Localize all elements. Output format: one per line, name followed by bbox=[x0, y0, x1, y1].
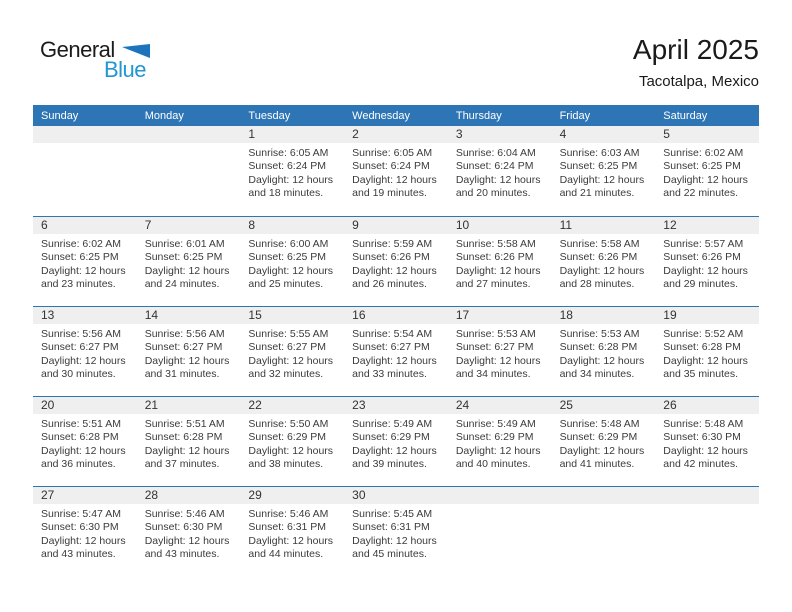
day-number: 7 bbox=[137, 217, 241, 234]
day-number bbox=[448, 487, 552, 504]
day-number bbox=[33, 126, 137, 143]
daylight-text-line2: and 30 minutes. bbox=[41, 368, 116, 381]
day-number: 4 bbox=[552, 126, 656, 143]
daylight-text-line1: Daylight: 12 hours bbox=[455, 173, 541, 186]
day-number: 3 bbox=[448, 126, 552, 143]
day-number: 26 bbox=[655, 397, 759, 414]
daylight-text-line2: and 27 minutes. bbox=[455, 278, 531, 291]
calendar-day-cell bbox=[33, 397, 137, 486]
sunrise-text: Sunrise: 5:57 AM bbox=[663, 238, 744, 250]
day-details bbox=[448, 143, 552, 201]
calendar-day-cell bbox=[552, 217, 656, 306]
daylight-text-line1: Daylight: 12 hours bbox=[248, 173, 334, 186]
daylight-text-line1: Daylight: 12 hours bbox=[248, 444, 334, 457]
day-details bbox=[33, 234, 137, 292]
sunset-text: Sunset: 6:28 PM bbox=[663, 341, 741, 354]
weekday-header-tuesday: Tuesday bbox=[248, 109, 291, 122]
sunrise-text: Sunrise: 5:50 AM bbox=[248, 418, 329, 430]
day-number: 12 bbox=[655, 217, 759, 234]
day-details bbox=[448, 414, 552, 472]
daylight-text-line2: and 29 minutes. bbox=[663, 278, 738, 291]
calendar-day-cell bbox=[344, 307, 448, 396]
day-number: 17 bbox=[448, 307, 552, 324]
day-details bbox=[344, 324, 448, 382]
sunset-text: Sunset: 6:31 PM bbox=[248, 521, 327, 534]
sunset-text: Sunset: 6:25 PM bbox=[248, 251, 327, 264]
sunset-text: Sunset: 6:26 PM bbox=[455, 251, 534, 264]
calendar-day-cell bbox=[655, 217, 759, 306]
calendar-day-cell bbox=[137, 307, 241, 396]
day-details bbox=[344, 414, 448, 472]
sunset-text: Sunset: 6:25 PM bbox=[559, 160, 638, 173]
sunset-text: Sunset: 6:30 PM bbox=[144, 521, 223, 534]
day-number: 9 bbox=[344, 217, 448, 234]
daylight-text-line2: and 43 minutes. bbox=[144, 548, 220, 561]
calendar-day-cell bbox=[344, 487, 448, 576]
daylight-text-line2: and 25 minutes. bbox=[248, 278, 324, 291]
calendar-weeks bbox=[33, 126, 759, 576]
calendar-day-cell bbox=[344, 126, 448, 216]
sunrise-text: Sunrise: 5:45 AM bbox=[352, 508, 433, 520]
calendar-day-cell bbox=[240, 217, 344, 306]
daylight-text-line2: and 20 minutes. bbox=[455, 187, 531, 200]
logo-text-general: General bbox=[40, 37, 115, 62]
location-subtitle: Tacotalpa, Mexico bbox=[638, 73, 759, 91]
day-details bbox=[240, 143, 344, 201]
day-details bbox=[655, 414, 759, 472]
day-number: 27 bbox=[33, 487, 137, 504]
calendar-day-cell bbox=[344, 217, 448, 306]
day-details bbox=[137, 234, 241, 292]
calendar-day-empty bbox=[33, 126, 137, 216]
sunset-text: Sunset: 6:29 PM bbox=[559, 431, 638, 444]
daylight-text-line2: and 31 minutes. bbox=[144, 368, 220, 381]
calendar-day-cell bbox=[33, 487, 137, 576]
day-details bbox=[448, 324, 552, 382]
calendar-day-cell bbox=[240, 307, 344, 396]
title-block bbox=[633, 34, 759, 90]
day-details bbox=[655, 143, 759, 201]
weekday-header-wednesday: Wednesday bbox=[352, 109, 411, 122]
sunset-text: Sunset: 6:29 PM bbox=[352, 431, 430, 444]
sunset-text: Sunset: 6:27 PM bbox=[455, 341, 534, 354]
month-title: April 2025 bbox=[632, 34, 759, 65]
sunrise-text: Sunrise: 5:55 AM bbox=[248, 328, 329, 340]
sunset-text: Sunset: 6:26 PM bbox=[663, 251, 741, 264]
sunrise-text: Sunrise: 5:49 AM bbox=[455, 418, 536, 430]
daylight-text-line1: Daylight: 12 hours bbox=[663, 264, 748, 277]
day-number: 2 bbox=[344, 126, 448, 143]
sunset-text: Sunset: 6:29 PM bbox=[455, 431, 534, 444]
day-number: 6 bbox=[33, 217, 137, 234]
daylight-text-line2: and 26 minutes. bbox=[352, 278, 427, 291]
day-details bbox=[655, 324, 759, 382]
weekday-header-friday: Friday bbox=[559, 109, 591, 122]
sunrise-text: Sunrise: 5:48 AM bbox=[559, 418, 640, 430]
sunset-text: Sunset: 6:27 PM bbox=[352, 341, 430, 354]
sunset-text: Sunset: 6:30 PM bbox=[663, 431, 741, 444]
sunset-text: Sunset: 6:27 PM bbox=[144, 341, 223, 354]
day-number bbox=[137, 126, 241, 143]
sunrise-text: Sunrise: 5:54 AM bbox=[352, 328, 433, 340]
sunrise-text: Sunrise: 5:58 AM bbox=[455, 238, 536, 250]
daylight-text-line1: Daylight: 12 hours bbox=[455, 264, 541, 277]
day-number: 29 bbox=[240, 487, 344, 504]
day-number: 22 bbox=[240, 397, 344, 414]
daylight-text-line2: and 39 minutes. bbox=[352, 458, 427, 471]
daylight-text-line1: Daylight: 12 hours bbox=[41, 444, 126, 457]
daylight-text-line1: Daylight: 12 hours bbox=[41, 264, 126, 277]
day-number: 21 bbox=[137, 397, 241, 414]
sunset-text: Sunset: 6:24 PM bbox=[248, 160, 327, 173]
day-number: 10 bbox=[448, 217, 552, 234]
daylight-text-line1: Daylight: 12 hours bbox=[248, 534, 334, 547]
sunset-text: Sunset: 6:26 PM bbox=[352, 251, 430, 264]
logo-triangle-icon bbox=[122, 44, 150, 58]
day-number: 14 bbox=[137, 307, 241, 324]
day-number: 25 bbox=[552, 397, 656, 414]
sunset-text: Sunset: 6:28 PM bbox=[144, 431, 223, 444]
sunrise-text: Sunrise: 5:52 AM bbox=[663, 328, 744, 340]
sunset-text: Sunset: 6:25 PM bbox=[41, 251, 119, 264]
daylight-text-line2: and 22 minutes. bbox=[663, 187, 738, 200]
sunset-text: Sunset: 6:28 PM bbox=[559, 341, 638, 354]
day-details bbox=[552, 324, 656, 382]
general-blue-logo bbox=[40, 37, 170, 82]
weekday-header-monday: Monday bbox=[144, 109, 184, 122]
week-row bbox=[33, 486, 759, 576]
calendar-day-cell bbox=[240, 126, 344, 216]
calendar-day-empty bbox=[552, 487, 656, 576]
sunrise-text: Sunrise: 5:58 AM bbox=[559, 238, 640, 250]
calendar-day-cell bbox=[137, 487, 241, 576]
daylight-text-line1: Daylight: 12 hours bbox=[144, 444, 230, 457]
day-details bbox=[33, 324, 137, 382]
sunrise-text: Sunrise: 5:51 AM bbox=[41, 418, 121, 430]
day-number: 8 bbox=[240, 217, 344, 234]
sunrise-text: Sunrise: 5:56 AM bbox=[144, 328, 225, 340]
sunset-text: Sunset: 6:29 PM bbox=[248, 431, 327, 444]
daylight-text-line1: Daylight: 12 hours bbox=[352, 534, 437, 547]
daylight-text-line2: and 38 minutes. bbox=[248, 458, 324, 471]
sunrise-text: Sunrise: 5:51 AM bbox=[144, 418, 225, 430]
day-number: 16 bbox=[344, 307, 448, 324]
calendar-day-cell bbox=[448, 397, 552, 486]
calendar-day-cell bbox=[655, 307, 759, 396]
day-number: 24 bbox=[448, 397, 552, 414]
day-number: 15 bbox=[240, 307, 344, 324]
sunrise-text: Sunrise: 6:05 AM bbox=[248, 147, 329, 159]
day-details bbox=[240, 414, 344, 472]
week-row bbox=[33, 396, 759, 486]
daylight-text-line2: and 33 minutes. bbox=[352, 368, 427, 381]
calendar-day-cell bbox=[137, 217, 241, 306]
daylight-text-line1: Daylight: 12 hours bbox=[559, 264, 645, 277]
calendar-day-cell bbox=[552, 307, 656, 396]
sunset-text: Sunset: 6:27 PM bbox=[41, 341, 119, 354]
sunrise-text: Sunrise: 5:53 AM bbox=[559, 328, 640, 340]
calendar-day-cell bbox=[344, 397, 448, 486]
sunrise-text: Sunrise: 5:46 AM bbox=[248, 508, 329, 520]
sunset-text: Sunset: 6:24 PM bbox=[455, 160, 534, 173]
sunset-text: Sunset: 6:27 PM bbox=[248, 341, 327, 354]
day-number: 1 bbox=[240, 126, 344, 143]
daylight-text-line1: Daylight: 12 hours bbox=[663, 173, 748, 186]
sunset-text: Sunset: 6:25 PM bbox=[144, 251, 223, 264]
daylight-text-line1: Daylight: 12 hours bbox=[455, 444, 541, 457]
day-details bbox=[137, 414, 241, 472]
day-number bbox=[552, 487, 656, 504]
calendar-day-cell bbox=[552, 397, 656, 486]
daylight-text-line2: and 43 minutes. bbox=[41, 548, 116, 561]
sunrise-text: Sunrise: 6:02 AM bbox=[663, 147, 744, 159]
daylight-text-line1: Daylight: 12 hours bbox=[144, 354, 230, 367]
day-details bbox=[240, 324, 344, 382]
calendar-day-cell bbox=[33, 307, 137, 396]
daylight-text-line2: and 34 minutes. bbox=[455, 368, 531, 381]
calendar-day-cell bbox=[655, 397, 759, 486]
sunrise-text: Sunrise: 6:05 AM bbox=[352, 147, 433, 159]
daylight-text-line1: Daylight: 12 hours bbox=[559, 173, 645, 186]
calendar-day-empty bbox=[137, 126, 241, 216]
calendar-table bbox=[33, 105, 759, 576]
daylight-text-line1: Daylight: 12 hours bbox=[352, 354, 437, 367]
day-details bbox=[33, 414, 137, 472]
sunset-text: Sunset: 6:26 PM bbox=[559, 251, 638, 264]
daylight-text-line1: Daylight: 12 hours bbox=[559, 444, 645, 457]
day-details bbox=[33, 504, 137, 562]
daylight-text-line1: Daylight: 12 hours bbox=[144, 264, 230, 277]
day-number: 28 bbox=[137, 487, 241, 504]
day-number: 30 bbox=[344, 487, 448, 504]
daylight-text-line2: and 34 minutes. bbox=[559, 368, 635, 381]
daylight-text-line2: and 32 minutes. bbox=[248, 368, 324, 381]
day-details bbox=[240, 234, 344, 292]
day-details bbox=[137, 504, 241, 562]
daylight-text-line1: Daylight: 12 hours bbox=[248, 264, 334, 277]
daylight-text-line1: Daylight: 12 hours bbox=[41, 354, 126, 367]
daylight-text-line1: Daylight: 12 hours bbox=[455, 354, 541, 367]
weekday-header-sunday: Sunday bbox=[41, 109, 79, 122]
daylight-text-line1: Daylight: 12 hours bbox=[144, 534, 230, 547]
calendar-day-cell bbox=[240, 487, 344, 576]
day-details bbox=[344, 234, 448, 292]
sunrise-text: Sunrise: 5:56 AM bbox=[41, 328, 121, 340]
sunrise-text: Sunrise: 5:49 AM bbox=[352, 418, 433, 430]
sunrise-text: Sunrise: 6:01 AM bbox=[144, 238, 225, 250]
day-details bbox=[240, 504, 344, 562]
weekday-header-row bbox=[33, 105, 759, 126]
daylight-text-line2: and 21 minutes. bbox=[559, 187, 635, 200]
daylight-text-line2: and 18 minutes. bbox=[248, 187, 324, 200]
day-number bbox=[655, 487, 759, 504]
day-details bbox=[448, 234, 552, 292]
sunrise-text: Sunrise: 6:03 AM bbox=[559, 147, 640, 159]
sunrise-text: Sunrise: 6:04 AM bbox=[455, 147, 536, 159]
day-details bbox=[655, 234, 759, 292]
daylight-text-line1: Daylight: 12 hours bbox=[248, 354, 334, 367]
sunrise-text: Sunrise: 5:59 AM bbox=[352, 238, 433, 250]
sunrise-text: Sunrise: 5:48 AM bbox=[663, 418, 744, 430]
calendar-day-empty bbox=[448, 487, 552, 576]
daylight-text-line2: and 40 minutes. bbox=[455, 458, 531, 471]
sunrise-text: Sunrise: 6:02 AM bbox=[41, 238, 121, 250]
day-details bbox=[137, 324, 241, 382]
week-row bbox=[33, 216, 759, 306]
daylight-text-line2: and 45 minutes. bbox=[352, 548, 427, 561]
calendar-day-cell bbox=[448, 126, 552, 216]
sunset-text: Sunset: 6:31 PM bbox=[352, 521, 430, 534]
sunrise-text: Sunrise: 5:47 AM bbox=[41, 508, 121, 520]
daylight-text-line1: Daylight: 12 hours bbox=[663, 444, 748, 457]
daylight-text-line2: and 44 minutes. bbox=[248, 548, 324, 561]
day-number: 11 bbox=[552, 217, 656, 234]
day-details bbox=[552, 414, 656, 472]
day-details bbox=[344, 143, 448, 201]
daylight-text-line2: and 36 minutes. bbox=[41, 458, 116, 471]
calendar-day-cell bbox=[448, 217, 552, 306]
calendar-day-cell bbox=[33, 217, 137, 306]
day-number: 19 bbox=[655, 307, 759, 324]
sunset-text: Sunset: 6:24 PM bbox=[352, 160, 430, 173]
sunrise-text: Sunrise: 5:53 AM bbox=[455, 328, 536, 340]
daylight-text-line2: and 41 minutes. bbox=[559, 458, 635, 471]
sunset-text: Sunset: 6:28 PM bbox=[41, 431, 119, 444]
calendar-day-cell bbox=[552, 126, 656, 216]
sunrise-text: Sunrise: 5:46 AM bbox=[144, 508, 225, 520]
calendar-day-cell bbox=[137, 397, 241, 486]
daylight-text-line1: Daylight: 12 hours bbox=[352, 173, 437, 186]
daylight-text-line1: Daylight: 12 hours bbox=[41, 534, 126, 547]
sunset-text: Sunset: 6:30 PM bbox=[41, 521, 119, 534]
week-row bbox=[33, 126, 759, 216]
daylight-text-line1: Daylight: 12 hours bbox=[352, 264, 437, 277]
day-number: 18 bbox=[552, 307, 656, 324]
daylight-text-line2: and 28 minutes. bbox=[559, 278, 635, 291]
calendar-day-cell bbox=[448, 307, 552, 396]
daylight-text-line2: and 23 minutes. bbox=[41, 278, 116, 291]
calendar-day-cell bbox=[655, 126, 759, 216]
day-details bbox=[552, 234, 656, 292]
calendar-day-empty bbox=[655, 487, 759, 576]
day-details bbox=[344, 504, 448, 562]
daylight-text-line2: and 19 minutes. bbox=[352, 187, 427, 200]
daylight-text-line1: Daylight: 12 hours bbox=[352, 444, 437, 457]
week-row bbox=[33, 306, 759, 396]
daylight-text-line2: and 37 minutes. bbox=[144, 458, 220, 471]
sunset-text: Sunset: 6:25 PM bbox=[663, 160, 741, 173]
logo-text-blue: Blue bbox=[104, 56, 147, 82]
day-number: 13 bbox=[33, 307, 137, 324]
day-number: 20 bbox=[33, 397, 137, 414]
daylight-text-line1: Daylight: 12 hours bbox=[559, 354, 645, 367]
calendar-day-cell bbox=[240, 397, 344, 486]
daylight-text-line1: Daylight: 12 hours bbox=[663, 354, 748, 367]
day-details bbox=[552, 143, 656, 201]
weekday-header-thursday: Thursday bbox=[455, 109, 502, 122]
daylight-text-line2: and 24 minutes. bbox=[144, 278, 220, 291]
day-number: 23 bbox=[344, 397, 448, 414]
sunrise-text: Sunrise: 6:00 AM bbox=[248, 238, 329, 250]
weekday-header-saturday: Saturday bbox=[663, 109, 708, 122]
day-number: 5 bbox=[655, 126, 759, 143]
daylight-text-line2: and 35 minutes. bbox=[663, 368, 738, 381]
daylight-text-line2: and 42 minutes. bbox=[663, 458, 738, 471]
